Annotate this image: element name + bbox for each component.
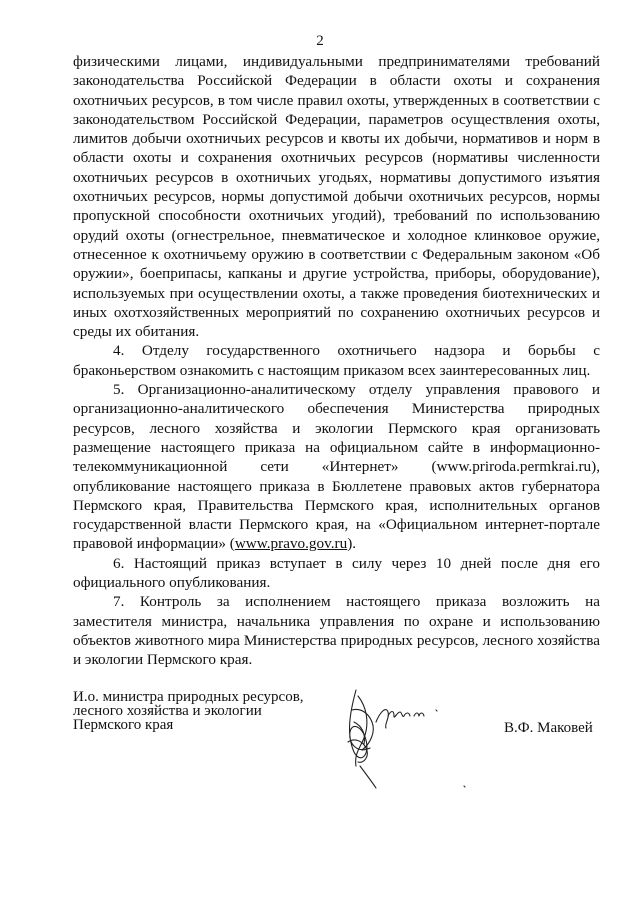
handwritten-signature <box>336 682 476 792</box>
item-5-text: 5. Организационно-аналитическому отделу управления правового и организационно-аналитического обеспечения Министерства природных ресурсов, лесного хозяйства и экологии Пермского края организовать размещение настоящего приказа на официальном сайте в информационно-телекоммуникационной сети «Интернет» (www.priroda.permkrai.ru), опубликование настоящего приказа в Бюллетене правовых актов губернатора Пермского края, Правительства Пермского края, исполнительных органов государственной власти Пермского края, на «Официальном интернет-портале правовой информации» ( <box>73 381 600 553</box>
paragraph-item-7: 7. Контроль за исполнением настоящего приказа возложить на заместителя министра, начальника управления по охране и использованию объектов животного мира Министерства природных ресурсов, лесного хозяйства и экологии Пермского края. <box>73 593 600 669</box>
item-5-end: ). <box>347 535 357 553</box>
paragraph-item-6: 6. Настоящий приказ вступает в силу через 10 дней после дня его официального опубликования. <box>73 554 600 592</box>
signatory-title-line-2: лесного хозяйства и экологии <box>73 703 262 719</box>
document-body <box>73 52 600 670</box>
paragraph-item-5 <box>73 380 600 554</box>
signatory-title-line-1: И.о. министра природных ресурсов, <box>73 689 304 705</box>
signatory-title-line-3: Пермского края <box>73 717 174 733</box>
paragraph-continuation: физическими лицами, индивидуальными предпринимателями требований законодательства Российской Федерации в области охоты и сохранения охотничьих ресурсов, в том числе правил охоты, утвержденных в соответствии с законодательством Российской Федерации, параметров осуществления охоты, лимитов добычи охотничьих ресурсов и квоты их добычи, нормативов и норм в области охоты и сохранения охотничьих ресурсов (нормативы численности охотничьих ресурсов в охотничьих угодьях, нормативы допустимого изъятия охотничьих ресурсов, нормы допустимой добычи охотничьих ресурсов, нормы пропускной способности охотничьих угодий), требований по использованию орудий охоты (огнестрельное, пневматическое и холодное клинковое оружие, отнесенное к охотничьему оружию в соответствии с Федеральным законом «Об оружии», боеприпасы, капканы и другие устройства, приборы, оборудование), используемых при осуществлении охоты, а также проведения биотехнических и иных охотхозяйственных мероприятий по сохранению охотничьих ресурсов и среды их обитания. <box>73 53 600 341</box>
signatory-title <box>73 690 304 732</box>
pravo-gov-link[interactable]: www.pravo.gov.ru <box>234 535 348 553</box>
signatory-name: В.Ф. Маковей <box>504 720 593 736</box>
paragraph-item-4: 4. Отделу государственного охотничьего надзора и борьбы с браконьерством ознакомить с настоящим приказом всех заинтересованных лиц. <box>73 342 600 379</box>
page-number: 2 <box>316 33 324 49</box>
